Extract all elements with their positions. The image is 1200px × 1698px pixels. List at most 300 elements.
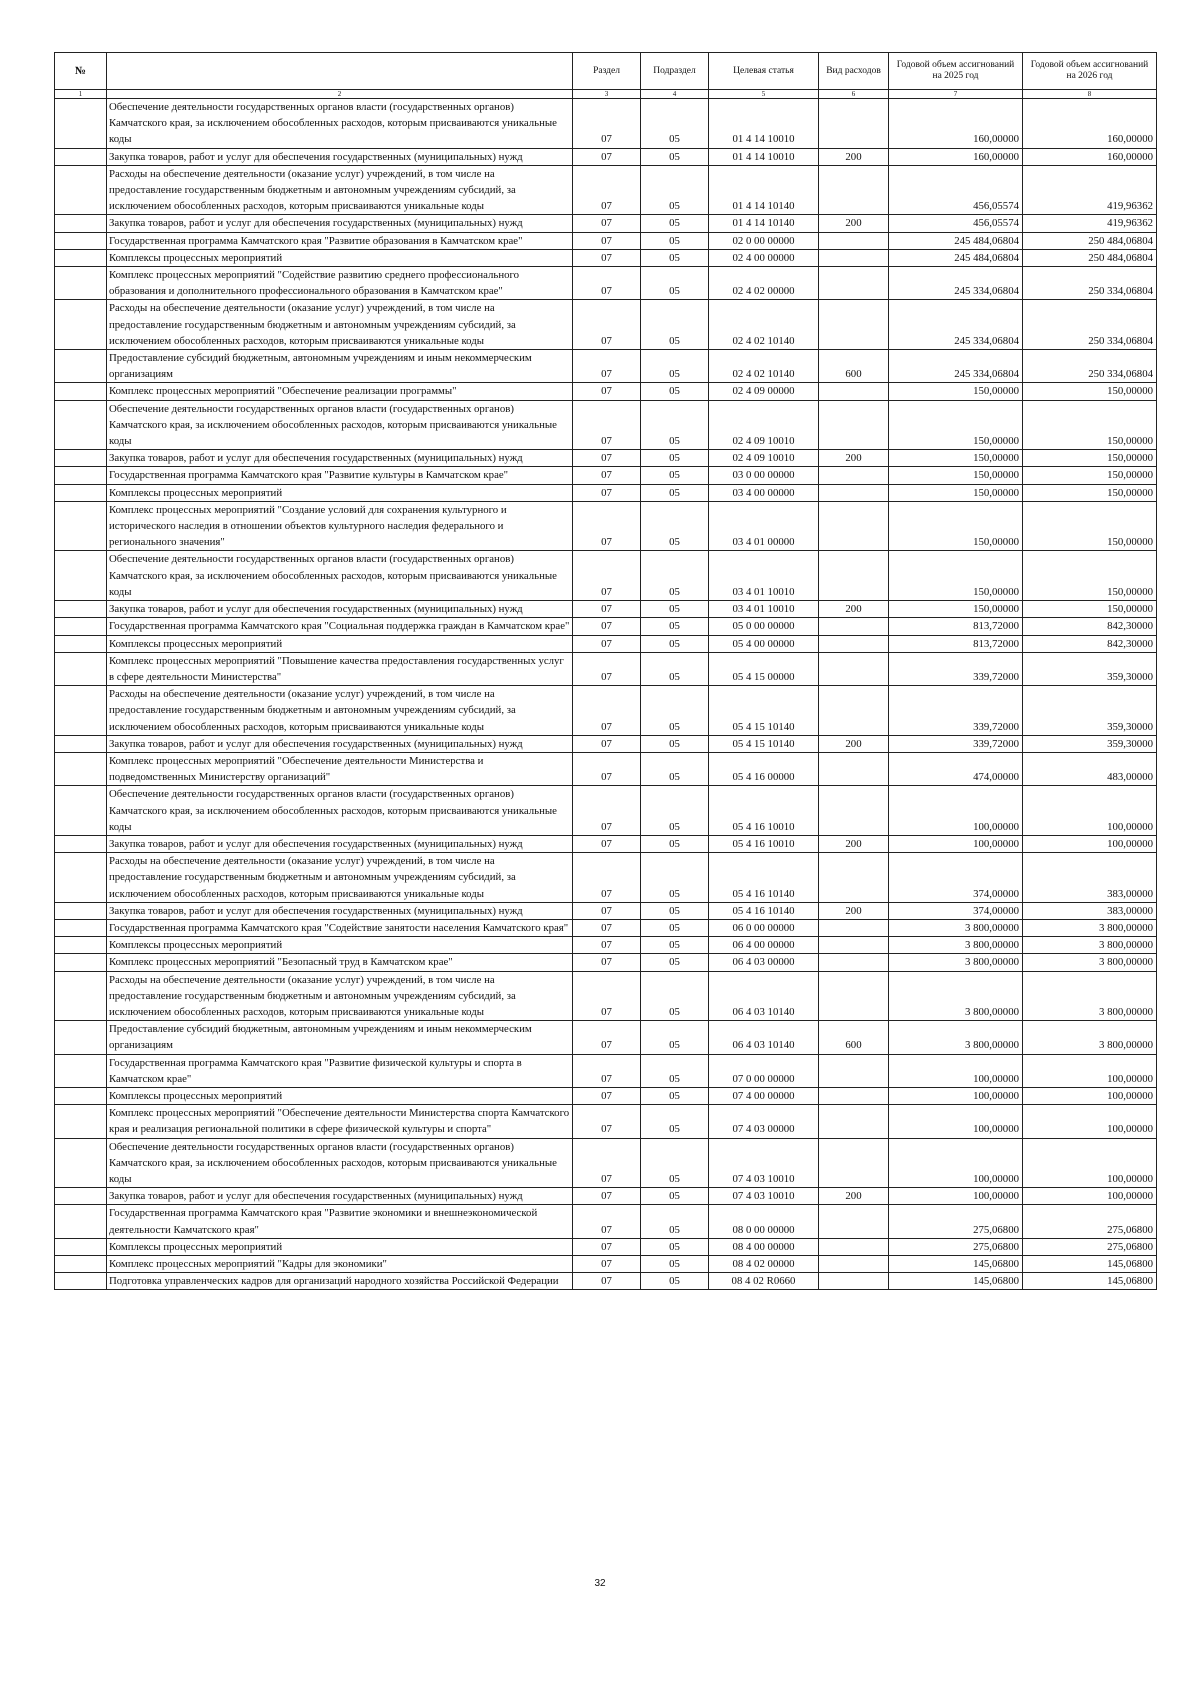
row-volume-2025: 245 334,06804 <box>889 267 1023 300</box>
row-expense-type <box>819 400 889 450</box>
row-razdel: 07 <box>573 467 641 484</box>
table-row <box>55 232 1157 249</box>
row-target-article: 01 4 14 10140 <box>709 215 819 232</box>
row-podrazdel: 05 <box>641 1188 709 1205</box>
table-row <box>55 635 1157 652</box>
row-razdel: 07 <box>573 1256 641 1273</box>
row-target-article: 03 0 00 00000 <box>709 467 819 484</box>
row-volume-2025: 150,00000 <box>889 601 1023 618</box>
table-row <box>55 267 1157 300</box>
row-razdel: 07 <box>573 1205 641 1238</box>
row-volume-2026: 359,30000 <box>1023 652 1157 685</box>
row-volume-2026: 100,00000 <box>1023 1105 1157 1138</box>
table-row <box>55 1273 1157 1290</box>
row-name: Предоставление субсидий бюджетным, автономным учреждениям и иным некоммерческим организациям <box>107 1021 573 1054</box>
row-name: Закупка товаров, работ и услуг для обеспечения государственных (муниципальных) нужд <box>107 450 573 467</box>
row-target-article: 06 4 03 10140 <box>709 971 819 1021</box>
row-razdel: 07 <box>573 383 641 400</box>
row-target-article: 02 4 02 10140 <box>709 300 819 350</box>
table-header <box>55 53 1157 99</box>
row-volume-2025: 245 484,06804 <box>889 232 1023 249</box>
row-razdel: 07 <box>573 937 641 954</box>
table-row <box>55 752 1157 785</box>
row-podrazdel: 05 <box>641 1273 709 1290</box>
row-name: Комплексы процессных мероприятий <box>107 1087 573 1104</box>
row-name: Обеспечение деятельности государственных органов власти (государственных органов) Камчатского края, за исключением обособленных расходов, которым присваиваются уникальные коды <box>107 786 573 836</box>
row-expense-type <box>819 652 889 685</box>
row-podrazdel: 05 <box>641 618 709 635</box>
row-podrazdel: 05 <box>641 1054 709 1087</box>
row-target-article: 07 0 00 00000 <box>709 1054 819 1087</box>
row-expense-type <box>819 484 889 501</box>
row-number-cell <box>55 1021 107 1054</box>
row-target-article: 05 4 16 10010 <box>709 835 819 852</box>
row-target-article: 08 4 02 R0660 <box>709 1273 819 1290</box>
column-number: 7 <box>889 90 1023 99</box>
header-name <box>107 53 573 90</box>
row-volume-2025: 100,00000 <box>889 1087 1023 1104</box>
row-number-cell <box>55 350 107 383</box>
row-volume-2026: 359,30000 <box>1023 735 1157 752</box>
row-target-article: 08 0 00 00000 <box>709 1205 819 1238</box>
row-podrazdel: 05 <box>641 786 709 836</box>
row-target-article: 02 0 00 00000 <box>709 232 819 249</box>
row-target-article: 07 4 03 10010 <box>709 1188 819 1205</box>
row-number-cell <box>55 232 107 249</box>
table-row <box>55 652 1157 685</box>
row-volume-2025: 813,72000 <box>889 635 1023 652</box>
row-expense-type <box>819 165 889 215</box>
row-volume-2025: 245 334,06804 <box>889 350 1023 383</box>
row-target-article: 03 4 00 00000 <box>709 484 819 501</box>
row-volume-2026: 842,30000 <box>1023 618 1157 635</box>
row-podrazdel: 05 <box>641 1205 709 1238</box>
row-expense-type <box>819 383 889 400</box>
row-expense-type: 600 <box>819 1021 889 1054</box>
row-volume-2025: 150,00000 <box>889 551 1023 601</box>
row-razdel: 07 <box>573 902 641 919</box>
row-volume-2026: 3 800,00000 <box>1023 919 1157 936</box>
row-target-article: 08 4 00 00000 <box>709 1238 819 1255</box>
row-razdel: 07 <box>573 735 641 752</box>
row-volume-2025: 145,06800 <box>889 1273 1023 1290</box>
row-number-cell <box>55 1105 107 1138</box>
row-volume-2026: 150,00000 <box>1023 484 1157 501</box>
row-razdel: 07 <box>573 300 641 350</box>
row-expense-type: 200 <box>819 902 889 919</box>
row-podrazdel: 05 <box>641 165 709 215</box>
table-row <box>55 551 1157 601</box>
row-volume-2025: 339,72000 <box>889 735 1023 752</box>
table-row <box>55 501 1157 551</box>
row-expense-type <box>819 99 889 149</box>
row-volume-2026: 150,00000 <box>1023 450 1157 467</box>
row-number-cell <box>55 954 107 971</box>
row-podrazdel: 05 <box>641 937 709 954</box>
row-target-article: 05 0 00 00000 <box>709 618 819 635</box>
row-podrazdel: 05 <box>641 1021 709 1054</box>
row-expense-type <box>819 1054 889 1087</box>
row-razdel: 07 <box>573 400 641 450</box>
row-number-cell <box>55 652 107 685</box>
header-column-numbers <box>55 90 1157 99</box>
table-row <box>55 735 1157 752</box>
row-target-article: 06 0 00 00000 <box>709 919 819 936</box>
row-volume-2026: 150,00000 <box>1023 501 1157 551</box>
row-razdel: 07 <box>573 786 641 836</box>
row-razdel: 07 <box>573 501 641 551</box>
row-expense-type: 200 <box>819 835 889 852</box>
row-target-article: 05 4 00 00000 <box>709 635 819 652</box>
table-row <box>55 1054 1157 1087</box>
row-name: Предоставление субсидий бюджетным, автономным учреждениям и иным некоммерческим организациям <box>107 350 573 383</box>
row-podrazdel: 05 <box>641 1087 709 1104</box>
row-name: Закупка товаров, работ и услуг для обеспечения государственных (муниципальных) нужд <box>107 215 573 232</box>
row-name: Комплекс процессных мероприятий "Безопасный труд в Камчатском крае" <box>107 954 573 971</box>
row-volume-2025: 456,05574 <box>889 165 1023 215</box>
row-volume-2025: 150,00000 <box>889 400 1023 450</box>
table-row <box>55 350 1157 383</box>
table-row <box>55 618 1157 635</box>
header-razdel: Раздел <box>573 53 641 90</box>
table-row <box>55 300 1157 350</box>
row-target-article: 05 4 16 10140 <box>709 853 819 903</box>
row-razdel: 07 <box>573 635 641 652</box>
table-row <box>55 148 1157 165</box>
row-volume-2026: 100,00000 <box>1023 1054 1157 1087</box>
row-podrazdel: 05 <box>641 601 709 618</box>
row-razdel: 07 <box>573 1273 641 1290</box>
row-expense-type <box>819 232 889 249</box>
row-name: Комплекс процессных мероприятий "Содействие развитию среднего профессионального образования и дополнительного профессионального образования в Камчатском крае" <box>107 267 573 300</box>
row-podrazdel: 05 <box>641 232 709 249</box>
row-volume-2026: 275,06800 <box>1023 1238 1157 1255</box>
row-volume-2025: 100,00000 <box>889 1188 1023 1205</box>
row-razdel: 07 <box>573 1238 641 1255</box>
row-name: Комплекс процессных мероприятий "Обеспечение деятельности Министерства и подведомственных Министерству организаций" <box>107 752 573 785</box>
table-row <box>55 1205 1157 1238</box>
row-razdel: 07 <box>573 652 641 685</box>
row-name: Комплекс процессных мероприятий "Повышение качества предоставления государственных услуг в сфере деятельности Министерства" <box>107 652 573 685</box>
row-podrazdel: 05 <box>641 735 709 752</box>
row-volume-2026: 250 484,06804 <box>1023 232 1157 249</box>
row-razdel: 07 <box>573 1054 641 1087</box>
row-razdel: 07 <box>573 1021 641 1054</box>
row-name: Закупка товаров, работ и услуг для обеспечения государственных (муниципальных) нужд <box>107 148 573 165</box>
table-row <box>55 383 1157 400</box>
row-volume-2026: 419,96362 <box>1023 215 1157 232</box>
row-volume-2026: 3 800,00000 <box>1023 937 1157 954</box>
table-row <box>55 919 1157 936</box>
row-expense-type <box>819 467 889 484</box>
row-number-cell <box>55 148 107 165</box>
row-name: Государственная программа Камчатского края "Развитие культуры в Камчатском крае" <box>107 467 573 484</box>
row-target-article: 02 4 02 00000 <box>709 267 819 300</box>
row-podrazdel: 05 <box>641 919 709 936</box>
row-number-cell <box>55 1273 107 1290</box>
row-name: Государственная программа Камчатского края "Развитие физической культуры и спорта в Камчатском крае" <box>107 1054 573 1087</box>
row-volume-2026: 383,00000 <box>1023 902 1157 919</box>
row-podrazdel: 05 <box>641 99 709 149</box>
row-expense-type <box>819 1138 889 1188</box>
row-podrazdel: 05 <box>641 350 709 383</box>
row-volume-2026: 145,06800 <box>1023 1273 1157 1290</box>
row-razdel: 07 <box>573 686 641 736</box>
column-number: 6 <box>819 90 889 99</box>
row-volume-2026: 250 484,06804 <box>1023 249 1157 266</box>
row-number-cell <box>55 249 107 266</box>
row-podrazdel: 05 <box>641 551 709 601</box>
row-target-article: 05 4 16 10140 <box>709 902 819 919</box>
row-name: Комплекс процессных мероприятий "Обеспечение реализации программы" <box>107 383 573 400</box>
row-target-article: 05 4 15 10140 <box>709 735 819 752</box>
column-number: 3 <box>573 90 641 99</box>
budget-table <box>54 52 1157 1290</box>
row-name: Закупка товаров, работ и услуг для обеспечения государственных (муниципальных) нужд <box>107 1188 573 1205</box>
row-number-cell <box>55 1205 107 1238</box>
column-number: 5 <box>709 90 819 99</box>
table-row <box>55 954 1157 971</box>
row-razdel: 07 <box>573 1105 641 1138</box>
row-expense-type <box>819 1087 889 1104</box>
row-target-article: 05 4 15 00000 <box>709 652 819 685</box>
row-target-article: 02 4 09 10010 <box>709 450 819 467</box>
header-expense-type: Вид расходов <box>819 53 889 90</box>
row-number-cell <box>55 635 107 652</box>
row-podrazdel: 05 <box>641 467 709 484</box>
row-name: Комплекс процессных мероприятий "Кадры для экономики" <box>107 1256 573 1273</box>
row-expense-type <box>819 551 889 601</box>
row-volume-2026: 160,00000 <box>1023 99 1157 149</box>
row-podrazdel: 05 <box>641 1138 709 1188</box>
row-number-cell <box>55 971 107 1021</box>
row-name: Комплексы процессных мероприятий <box>107 937 573 954</box>
row-podrazdel: 05 <box>641 853 709 903</box>
table-row <box>55 601 1157 618</box>
row-expense-type <box>819 853 889 903</box>
row-number-cell <box>55 501 107 551</box>
row-name: Расходы на обеспечение деятельности (оказание услуг) учреждений, в том числе на предоставление государственным бюджетным и автономным учреждениям субсидий, за исключением обособленных расходов, которым присваиваются уникальные коды <box>107 300 573 350</box>
row-target-article: 01 4 14 10140 <box>709 165 819 215</box>
row-razdel: 07 <box>573 267 641 300</box>
row-target-article: 03 4 01 10010 <box>709 551 819 601</box>
table-row <box>55 835 1157 852</box>
row-volume-2025: 150,00000 <box>889 450 1023 467</box>
row-volume-2025: 150,00000 <box>889 383 1023 400</box>
row-podrazdel: 05 <box>641 249 709 266</box>
row-volume-2025: 100,00000 <box>889 835 1023 852</box>
header-podrazdel: Подраздел <box>641 53 709 90</box>
row-volume-2025: 160,00000 <box>889 148 1023 165</box>
row-volume-2025: 100,00000 <box>889 1138 1023 1188</box>
table-row <box>55 450 1157 467</box>
row-expense-type: 200 <box>819 601 889 618</box>
row-name: Обеспечение деятельности государственных органов власти (государственных органов) Камчатского края, за исключением обособленных расходов, которым присваиваются уникальные коды <box>107 1138 573 1188</box>
row-number-cell <box>55 835 107 852</box>
row-expense-type <box>819 1238 889 1255</box>
row-number-cell <box>55 752 107 785</box>
row-target-article: 02 4 09 10010 <box>709 400 819 450</box>
row-volume-2026: 100,00000 <box>1023 835 1157 852</box>
row-volume-2025: 145,06800 <box>889 1256 1023 1273</box>
row-expense-type <box>819 786 889 836</box>
row-number-cell <box>55 267 107 300</box>
row-target-article: 03 4 01 10010 <box>709 601 819 618</box>
row-razdel: 07 <box>573 971 641 1021</box>
row-number-cell <box>55 1256 107 1273</box>
row-number-cell <box>55 1238 107 1255</box>
row-volume-2025: 813,72000 <box>889 618 1023 635</box>
row-name: Комплексы процессных мероприятий <box>107 484 573 501</box>
row-name: Расходы на обеспечение деятельности (оказание услуг) учреждений, в том числе на предоставление государственным бюджетным и автономным учреждениям субсидий, за исключением обособленных расходов, которым присваиваются уникальные коды <box>107 853 573 903</box>
row-volume-2026: 150,00000 <box>1023 551 1157 601</box>
row-name: Обеспечение деятельности государственных органов власти (государственных органов) Камчатского края, за исключением обособленных расходов, которым присваиваются уникальные коды <box>107 400 573 450</box>
row-target-article: 01 4 14 10010 <box>709 99 819 149</box>
row-razdel: 07 <box>573 350 641 383</box>
row-expense-type <box>819 1105 889 1138</box>
row-name: Комплексы процессных мероприятий <box>107 635 573 652</box>
row-name: Государственная программа Камчатского края "Развитие экономики и внешнеэкономической деятельности Камчатского края" <box>107 1205 573 1238</box>
row-expense-type <box>819 501 889 551</box>
row-podrazdel: 05 <box>641 954 709 971</box>
row-number-cell <box>55 1188 107 1205</box>
row-number-cell <box>55 601 107 618</box>
row-razdel: 07 <box>573 1087 641 1104</box>
row-name: Закупка товаров, работ и услуг для обеспечения государственных (муниципальных) нужд <box>107 835 573 852</box>
row-volume-2026: 150,00000 <box>1023 467 1157 484</box>
row-expense-type <box>819 1205 889 1238</box>
row-razdel: 07 <box>573 484 641 501</box>
row-podrazdel: 05 <box>641 902 709 919</box>
row-podrazdel: 05 <box>641 652 709 685</box>
row-target-article: 06 4 00 00000 <box>709 937 819 954</box>
row-podrazdel: 05 <box>641 484 709 501</box>
row-expense-type: 200 <box>819 215 889 232</box>
row-number-cell <box>55 215 107 232</box>
row-volume-2026: 150,00000 <box>1023 601 1157 618</box>
row-razdel: 07 <box>573 148 641 165</box>
row-number-cell <box>55 484 107 501</box>
table-body <box>55 99 1157 1290</box>
row-name: Расходы на обеспечение деятельности (оказание услуг) учреждений, в том числе на предоставление государственным бюджетным и автономным учреждениям субсидий, за исключением обособленных расходов, которым присваиваются уникальные коды <box>107 165 573 215</box>
row-number-cell <box>55 400 107 450</box>
row-name: Подготовка управленческих кадров для организаций народного хозяйства Российской Федерации <box>107 1273 573 1290</box>
row-razdel: 07 <box>573 249 641 266</box>
column-number: 1 <box>55 90 107 99</box>
row-target-article: 02 4 09 00000 <box>709 383 819 400</box>
table-row <box>55 937 1157 954</box>
row-volume-2026: 383,00000 <box>1023 853 1157 903</box>
column-number: 2 <box>107 90 573 99</box>
row-target-article: 07 4 03 10010 <box>709 1138 819 1188</box>
table-row <box>55 165 1157 215</box>
row-volume-2026: 150,00000 <box>1023 400 1157 450</box>
row-razdel: 07 <box>573 853 641 903</box>
row-razdel: 07 <box>573 450 641 467</box>
row-expense-type <box>819 954 889 971</box>
row-volume-2025: 275,06800 <box>889 1238 1023 1255</box>
row-name: Комплекс процессных мероприятий "Создание условий для сохранения культурного и исторического наследия в отношении объектов культурного наследия федерального и регионального значения" <box>107 501 573 551</box>
table-row <box>55 1256 1157 1273</box>
row-volume-2025: 374,00000 <box>889 853 1023 903</box>
row-number-cell <box>55 853 107 903</box>
row-podrazdel: 05 <box>641 971 709 1021</box>
row-expense-type: 200 <box>819 148 889 165</box>
table-row <box>55 971 1157 1021</box>
table-row <box>55 1087 1157 1104</box>
row-podrazdel: 05 <box>641 1105 709 1138</box>
row-expense-type <box>819 971 889 1021</box>
row-volume-2026: 100,00000 <box>1023 1188 1157 1205</box>
row-razdel: 07 <box>573 618 641 635</box>
row-razdel: 07 <box>573 1188 641 1205</box>
row-volume-2025: 150,00000 <box>889 484 1023 501</box>
row-podrazdel: 05 <box>641 300 709 350</box>
row-volume-2025: 275,06800 <box>889 1205 1023 1238</box>
row-volume-2025: 3 800,00000 <box>889 1021 1023 1054</box>
row-expense-type <box>819 752 889 785</box>
row-podrazdel: 05 <box>641 835 709 852</box>
row-podrazdel: 05 <box>641 215 709 232</box>
row-expense-type <box>819 919 889 936</box>
row-number-cell <box>55 735 107 752</box>
row-expense-type <box>819 937 889 954</box>
row-volume-2026: 100,00000 <box>1023 1138 1157 1188</box>
row-name: Государственная программа Камчатского края "Социальная поддержка граждан в Камчатском крае" <box>107 618 573 635</box>
row-target-article: 02 4 00 00000 <box>709 249 819 266</box>
table-row <box>55 1105 1157 1138</box>
row-podrazdel: 05 <box>641 501 709 551</box>
table-row <box>55 99 1157 149</box>
column-number: 4 <box>641 90 709 99</box>
row-volume-2026: 275,06800 <box>1023 1205 1157 1238</box>
row-name: Закупка товаров, работ и услуг для обеспечения государственных (муниципальных) нужд <box>107 902 573 919</box>
row-name: Комплексы процессных мероприятий <box>107 249 573 266</box>
table-row <box>55 1238 1157 1255</box>
row-number-cell <box>55 1138 107 1188</box>
row-podrazdel: 05 <box>641 267 709 300</box>
row-volume-2025: 374,00000 <box>889 902 1023 919</box>
row-number-cell <box>55 467 107 484</box>
row-expense-type <box>819 249 889 266</box>
row-volume-2026: 150,00000 <box>1023 383 1157 400</box>
row-number-cell <box>55 450 107 467</box>
row-expense-type <box>819 635 889 652</box>
row-volume-2026: 250 334,06804 <box>1023 300 1157 350</box>
row-number-cell <box>55 551 107 601</box>
row-volume-2026: 483,00000 <box>1023 752 1157 785</box>
row-name: Расходы на обеспечение деятельности (оказание услуг) учреждений, в том числе на предоставление государственным бюджетным и автономным учреждениям субсидий, за исключением обособленных расходов, которым присваиваются уникальные коды <box>107 971 573 1021</box>
row-razdel: 07 <box>573 551 641 601</box>
row-name: Расходы на обеспечение деятельности (оказание услуг) учреждений, в том числе на предоставление государственным бюджетным и автономным учреждениям субсидий, за исключением обособленных расходов, которым присваиваются уникальные коды <box>107 686 573 736</box>
row-razdel: 07 <box>573 99 641 149</box>
table-row <box>55 1138 1157 1188</box>
row-razdel: 07 <box>573 1138 641 1188</box>
row-number-cell <box>55 1087 107 1104</box>
row-number-cell <box>55 686 107 736</box>
table-row <box>55 902 1157 919</box>
row-number-cell <box>55 1054 107 1087</box>
row-volume-2025: 150,00000 <box>889 467 1023 484</box>
row-volume-2025: 100,00000 <box>889 1054 1023 1087</box>
row-volume-2026: 250 334,06804 <box>1023 267 1157 300</box>
row-volume-2025: 339,72000 <box>889 652 1023 685</box>
row-podrazdel: 05 <box>641 752 709 785</box>
row-volume-2025: 339,72000 <box>889 686 1023 736</box>
row-name: Закупка товаров, работ и услуг для обеспечения государственных (муниципальных) нужд <box>107 735 573 752</box>
row-razdel: 07 <box>573 954 641 971</box>
row-volume-2026: 100,00000 <box>1023 1087 1157 1104</box>
